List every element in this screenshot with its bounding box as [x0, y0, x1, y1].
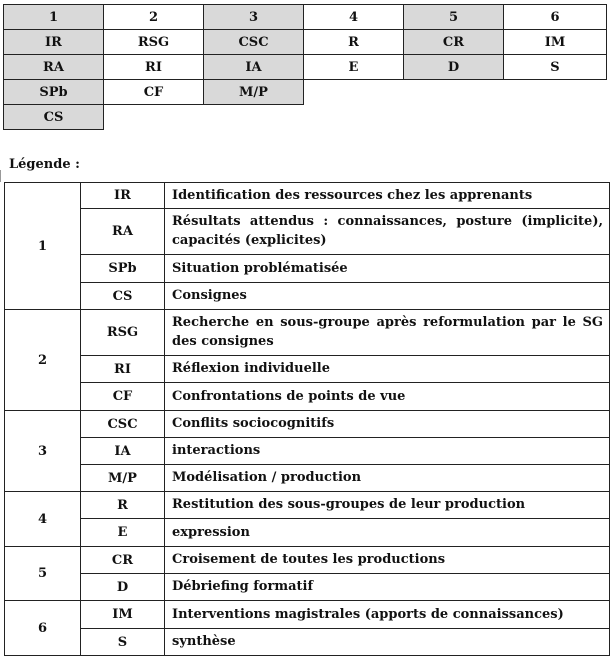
legend-description: Restitution des sous-groupes de leur production: [165, 492, 610, 519]
grid-header-cell: 6: [504, 5, 607, 30]
legend-code: M/P: [81, 465, 165, 492]
legend-row: [5, 465, 610, 492]
legend-code: IR: [81, 183, 165, 209]
grid-empty-cell: [404, 105, 504, 130]
legend-row: [5, 438, 610, 465]
grid-empty-cell: [404, 80, 504, 105]
grid-row: [4, 55, 607, 80]
legend-description: interactions: [165, 438, 610, 465]
legend-description: expression: [165, 519, 610, 547]
legend-row: [5, 411, 610, 438]
legend-description: Débriefing formatif: [165, 574, 610, 601]
legend-description: Confrontations de points de vue: [165, 383, 610, 411]
grid-cell: S: [504, 55, 607, 80]
grid-cell: IM: [504, 30, 607, 55]
legend-code: S: [81, 629, 165, 656]
grid-header-cell: 1: [4, 5, 104, 30]
grid-cell: IA: [204, 55, 304, 80]
grid-cell: M/P: [204, 80, 304, 105]
grid-empty-cell: [504, 80, 607, 105]
legend-row: [5, 629, 610, 656]
legend-row: [5, 356, 610, 383]
grid-empty-cell: [304, 105, 404, 130]
legend-group-number: 3: [5, 411, 81, 492]
grid-header-cell: 4: [304, 5, 404, 30]
legend-description: synthèse: [165, 629, 610, 656]
legend-code: RA: [81, 209, 165, 255]
grid-cell: RSG: [104, 30, 204, 55]
legend-code: SPb: [81, 255, 165, 283]
legend-code: E: [81, 519, 165, 547]
legend-row: [5, 310, 610, 356]
grid-cell: R: [304, 30, 404, 55]
grid-empty-cell: [104, 105, 204, 130]
grid-cell: SPb: [4, 80, 104, 105]
grid-row: [4, 80, 607, 105]
grid-row: [4, 30, 607, 55]
legend-code: R: [81, 492, 165, 519]
legend-code: D: [81, 574, 165, 601]
legend-group-number: 6: [5, 601, 81, 656]
grid-cell: CF: [104, 80, 204, 105]
legend-group-number: 2: [5, 310, 81, 411]
phase-grid-table: [3, 4, 607, 130]
grid-cell: CR: [404, 30, 504, 55]
legend-title: Légende :: [9, 157, 80, 172]
legend-row: [5, 255, 610, 283]
grid-empty-cell: [304, 80, 404, 105]
legend-code: CSC: [81, 411, 165, 438]
legend-description: Consignes: [165, 283, 610, 310]
legend-table: [4, 182, 610, 656]
legend-description: Situation problématisée: [165, 255, 610, 283]
legend-row: [5, 519, 610, 547]
grid-cell: IR: [4, 30, 104, 55]
legend-description: Conflits sociocognitifs: [165, 411, 610, 438]
legend-code: RSG: [81, 310, 165, 356]
legend-group-number: 1: [5, 183, 81, 310]
margin-mark: [0, 170, 4, 182]
grid-header-cell: 5: [404, 5, 504, 30]
grid-cell: CSC: [204, 30, 304, 55]
legend-row: [5, 383, 610, 411]
legend-description: Croisement de toutes les productions: [165, 547, 610, 574]
grid-cell: D: [404, 55, 504, 80]
legend-code: IM: [81, 601, 165, 629]
legend-code: CF: [81, 383, 165, 411]
legend-description: Recherche en sous-groupe après reformulation par le SG des consignes: [165, 310, 610, 356]
legend-row: [5, 492, 610, 519]
legend-description: Identification des ressources chez les apprenants: [165, 183, 610, 209]
grid-empty-cell: [204, 105, 304, 130]
legend-code: IA: [81, 438, 165, 465]
legend-description: Interventions magistrales (apports de connaissances): [165, 601, 610, 629]
legend-row: [5, 183, 610, 209]
legend-group-number: 4: [5, 492, 81, 547]
legend-row: [5, 209, 610, 255]
legend-row: [5, 547, 610, 574]
grid-cell: RA: [4, 55, 104, 80]
grid-cell: RI: [104, 55, 204, 80]
grid-header-cell: 2: [104, 5, 204, 30]
legend-code: CR: [81, 547, 165, 574]
legend-description: Modélisation / production: [165, 465, 610, 492]
legend-description: Réflexion individuelle: [165, 356, 610, 383]
legend-description: Résultats attendus : connaissances, posture (implicite), capacités (explicites): [165, 209, 610, 255]
legend-row: [5, 574, 610, 601]
grid-empty-cell: [504, 105, 607, 130]
legend-group-number: 5: [5, 547, 81, 601]
legend-code: RI: [81, 356, 165, 383]
legend-row: [5, 601, 610, 629]
grid-cell: CS: [4, 105, 104, 130]
legend-row: [5, 283, 610, 310]
legend-code: CS: [81, 283, 165, 310]
grid-header-row: [4, 5, 607, 30]
grid-row: [4, 105, 607, 130]
grid-cell: E: [304, 55, 404, 80]
grid-header-cell: 3: [204, 5, 304, 30]
